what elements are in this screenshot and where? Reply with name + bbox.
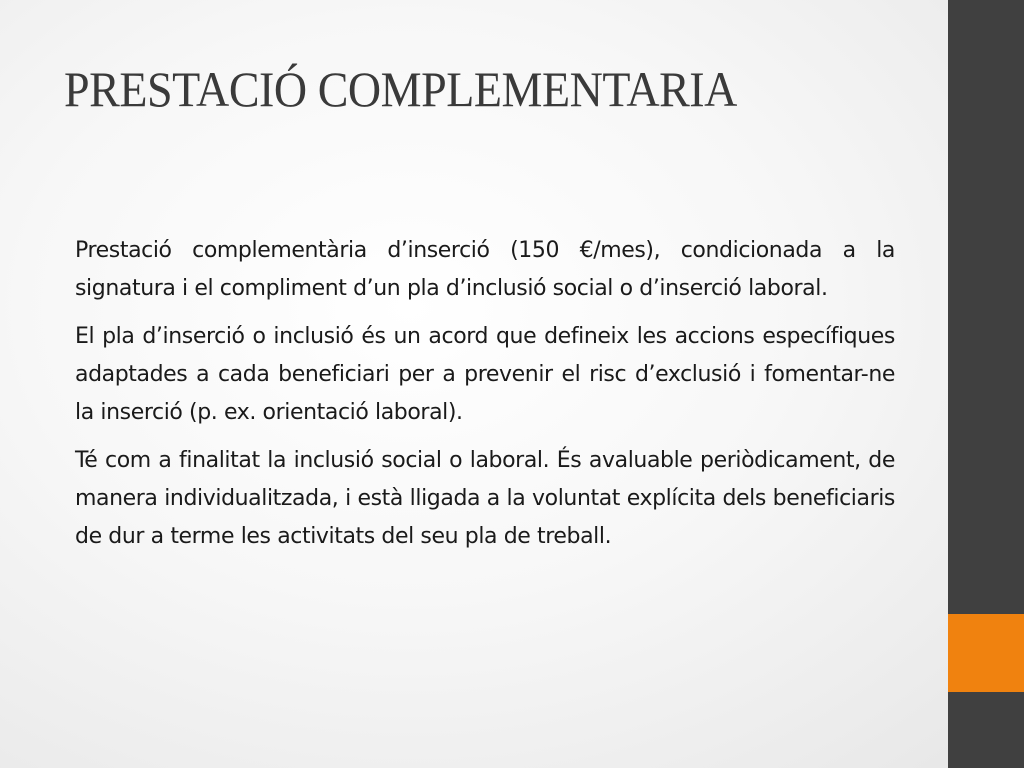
accent-block	[948, 614, 1024, 692]
slide-content	[75, 232, 895, 566]
slide-title: PRESTACIÓ COMPLEMENTARIA	[64, 61, 737, 117]
paragraph-1: Prestació complementària d’inserció (150 €/mes), condicionada a la signatura i el compliment d’un pla d’inclusió social o d’inserció laboral.	[75, 238, 895, 301]
paragraph-2: El pla d’inserció o inclusió és un acord que defineix les accions específiques adaptades a cada beneficiari per a prevenir el risc d’exclusió i fomentar-ne la inserció (p. ex. orientació laboral).	[75, 324, 895, 425]
paragraph-3: Té com a finalitat la inclusió social o laboral. És avaluable periòdicament, de manera individualitzada, i està lligada a la voluntat explícita dels beneficiaris de dur a terme les activitats del seu pla de treball.	[75, 448, 895, 549]
